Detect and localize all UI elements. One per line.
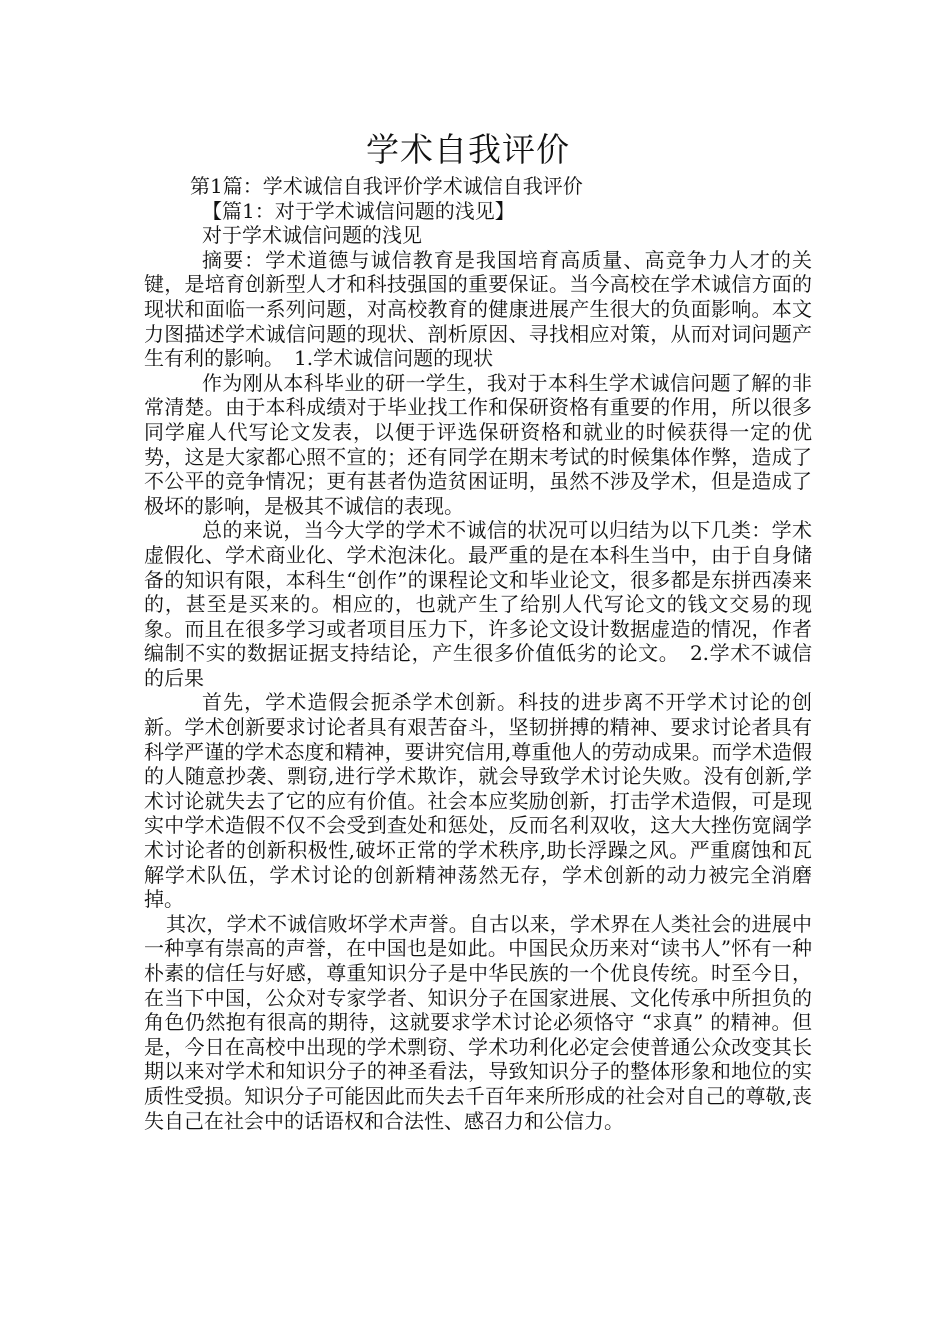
body-paragraph: 其次，学术不诚信败坏学术声誉。自古以来，学术界在人类社会的进展中一种享有崇高的声誉，在中国也是如此。中国民众历来对“读书人”怀有一种朴素的信任与好感，尊重知识分子是中华民族的一个优良传统。时至今日，在当下中国，公众对专家学者、知识分子在国家进展、文化传承中所担负的角色仍然抱有很高的期待，这就要求学术讨论必须恪守 “求真” 的精神。但是，今日在高校中出现的学术剽窃、学术功利化必定会使普通公众改变其长期以来对学术和知识分子的神圣看法，导致知识分子的整体形象和地位的实质性受损。知识分子可能因此而失去千百年来所形成的社会对自己的尊敬,丧失自己在社会中的话语权和合法性、感召力和公信力。 xyxy=(144,911,812,1133)
document-page xyxy=(144,126,812,1133)
abstract-paragraph: 摘要：学术道德与诚信教育是我国培育高质量、高竞争力人才的关键，是培育创新型人才和科技强国的重要保证。当今高校在学术诚信方面的现状和面临一系列问题，对高校教育的健康进展产生很大的负面影响。本文力图描述学术诚信问题的现状、剖析原因、寻找相应对策，从而对词问题产生有利的影响。 1.学术诚信问题的现状 xyxy=(144,247,812,371)
chapter-heading: 第1篇：学术诚信自我评价学术诚信自我评价 xyxy=(190,174,583,198)
body-paragraph: 首先，学术造假会扼杀学术创新。科技的进步离不开学术讨论的创新。学术创新要求讨论者具有艰苦奋斗，坚韧拼搏的精神、要求讨论者具有科学严谨的学术态度和精神，要讲究信用,尊重他人的劳动成果。而学术造假的人随意抄袭、剽窃,进行学术欺诈，就会导致学术讨论失败。没有创新,学术讨论就失去了它的应有价值。社会本应奖励创新，打击学术造假，可是现实中学术造假不仅不会受到查处和惩处，反而名利双收，这大大挫伤宽阔学术讨论者的创新积极性,破坏正常的学术秩序,助长浮躁之风。严重腐蚀和瓦解学术队伍，学术讨论的创新精神荡然无存，学术创新的动力被完全消磨掉。 xyxy=(144,690,812,912)
body-paragraph: 总的来说，当今大学的学术不诚信的状况可以归结为以下几类：学术虚假化、学术商业化、学术泡沫化。最严重的是在本科生当中，由于自身储备的知识有限，本科生“创作”的课程论文和毕业论文，很多都是东拼西凑来的，甚至是买来的。相应的，也就产生了给别人代写论文的钱文交易的现象。而且在很多学习或者项目压力下，许多论文设计数据虚造的情况，作者编制不实的数据证据支持结论，产生很多价值低劣的论文。 2.学术不诚信的后果 xyxy=(144,518,812,690)
section-heading: 【篇1：对于学术诚信问题的浅见】 xyxy=(202,198,515,223)
document-title: 学术自我评价 xyxy=(366,130,570,169)
body-paragraph: 作为刚从本科毕业的研一学生，我对于本科生学术诚信问题了解的非常清楚。由于本科成绩对于毕业找工作和保研资格有重要的作用，所以很多同学雇人代写论文发表，以便于评选保研资格和就业的时候获得一定的优势，这是大家都心照不宣的；还有同学在期末考试的时候集体作弊，造成了不公平的竞争情况；更有甚者伪造贫困证明，虽然不涉及学术，但是造成了极坏的影响，是极其不诚信的表现。 xyxy=(144,370,812,518)
article-title: 对于学术诚信问题的浅见 xyxy=(202,223,422,248)
